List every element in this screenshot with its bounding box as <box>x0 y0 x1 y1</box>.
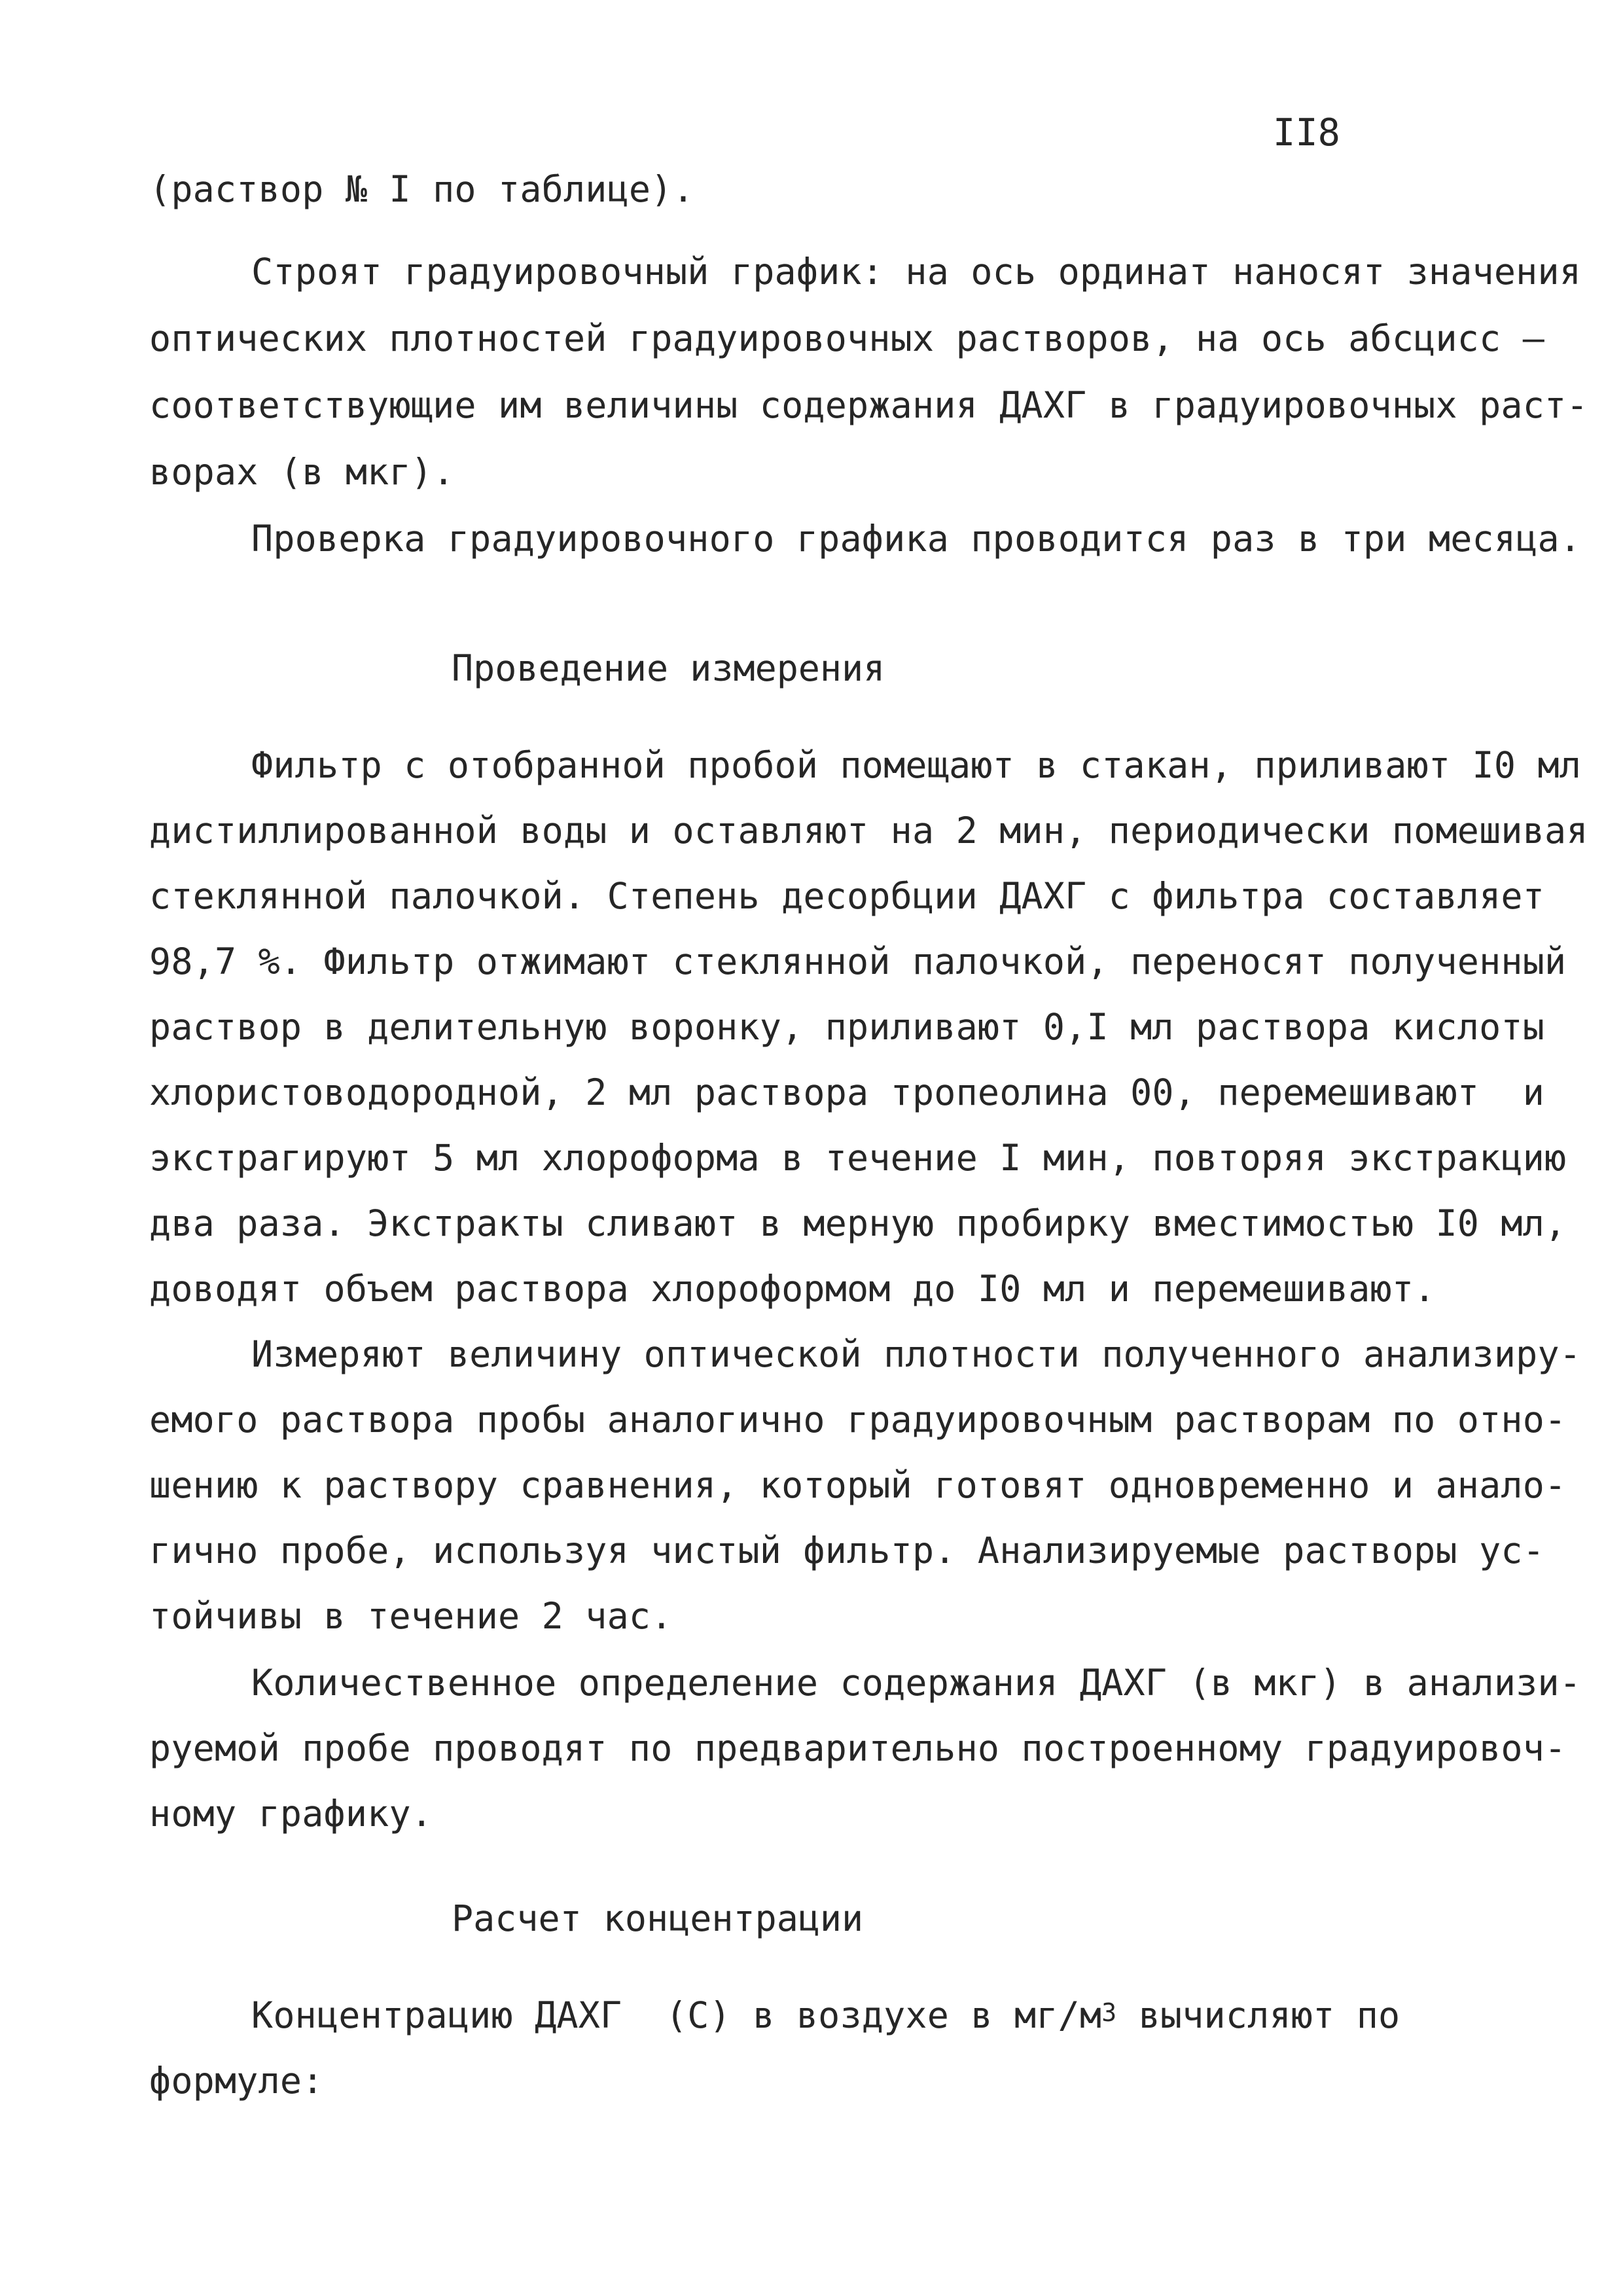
paragraph-line: стеклянной палочкой. Степень десорбции ДАХГ с фильтра составляет <box>149 875 1545 917</box>
paragraph-line: доводят объем раствора хлороформом до I0 мл и перемешивают. <box>149 1268 1436 1310</box>
formula-intro-text: Концентрацию ДАХГ (С) в воздухе в мг/м <box>251 1994 1102 2036</box>
section-heading-measurement: Проведение измерения <box>452 647 885 689</box>
continuation-line: (раствор № I по таблице). <box>149 168 694 210</box>
paragraph-line: раствор в делительную воронку, приливают 0,I мл раствора кислоты <box>149 1006 1545 1048</box>
formula-label: формуле: <box>149 2060 324 2102</box>
paragraph-line: 98,7 %. Фильтр отжимают стеклянной палочкой, переносят полученный <box>149 941 1567 982</box>
paragraph-line: руемой пробе проводят по предварительно построенному градуировоч- <box>149 1727 1567 1769</box>
paragraph-line: ному графику. <box>149 1793 433 1835</box>
paragraph-line: оптических плотностей градуировочных растворов, на ось абсцисс – <box>149 317 1545 359</box>
page-number: II8 <box>1273 111 1340 154</box>
check-line: Проверка градуировочного графика проводится раз в три месяца. <box>251 518 1582 560</box>
paragraph-line: ворах (в мкг). <box>149 451 455 493</box>
cubic-exponent: 3 <box>1101 1998 1117 2027</box>
paragraph-line: хлористоводородной, 2 мл раствора тропеолина 00, перемешивают и <box>149 1071 1545 1113</box>
formula-intro-tail: вычисляют по <box>1116 1994 1400 2036</box>
paragraph-line: тойчивы в течение 2 час. <box>149 1595 673 1637</box>
paragraph-line: дистиллированной воды и оставляют на 2 мин, периодически помешивая <box>149 810 1588 852</box>
formula-intro-line <box>251 1994 1400 2036</box>
section-heading-calculation: Расчет концентрации <box>452 1897 864 1939</box>
paragraph-line: два раза. Экстракты сливают в мерную пробирку вместимостью I0 мл, <box>149 1202 1567 1244</box>
paragraph-line: соответствующие им величины содержания ДАХГ в градуировочных раст- <box>149 384 1588 426</box>
paragraph-line: гично пробе, используя чистый фильтр. Анализируемые растворы ус- <box>149 1530 1545 1571</box>
paragraph-line: Фильтр с отобранной пробой помещают в стакан, приливают I0 мл <box>251 744 1582 786</box>
paragraph-line: Количественное определение содержания ДАХГ (в мкг) в анализи- <box>251 1662 1582 1704</box>
paragraph-line: экстрагируют 5 мл хлороформа в течение I мин, повторяя экстракцию <box>149 1137 1567 1179</box>
paragraph-line: шению к раствору сравнения, который готовят одновременно и анало- <box>149 1464 1567 1506</box>
paragraph-line: Строят градуировочный график: на ось ординат наносят значения <box>251 251 1582 293</box>
paragraph-line: Измеряют величину оптической плотности полученного анализиру- <box>251 1333 1582 1375</box>
paragraph-line: емого раствора пробы аналогично градуировочным растворам по отно- <box>149 1399 1567 1441</box>
